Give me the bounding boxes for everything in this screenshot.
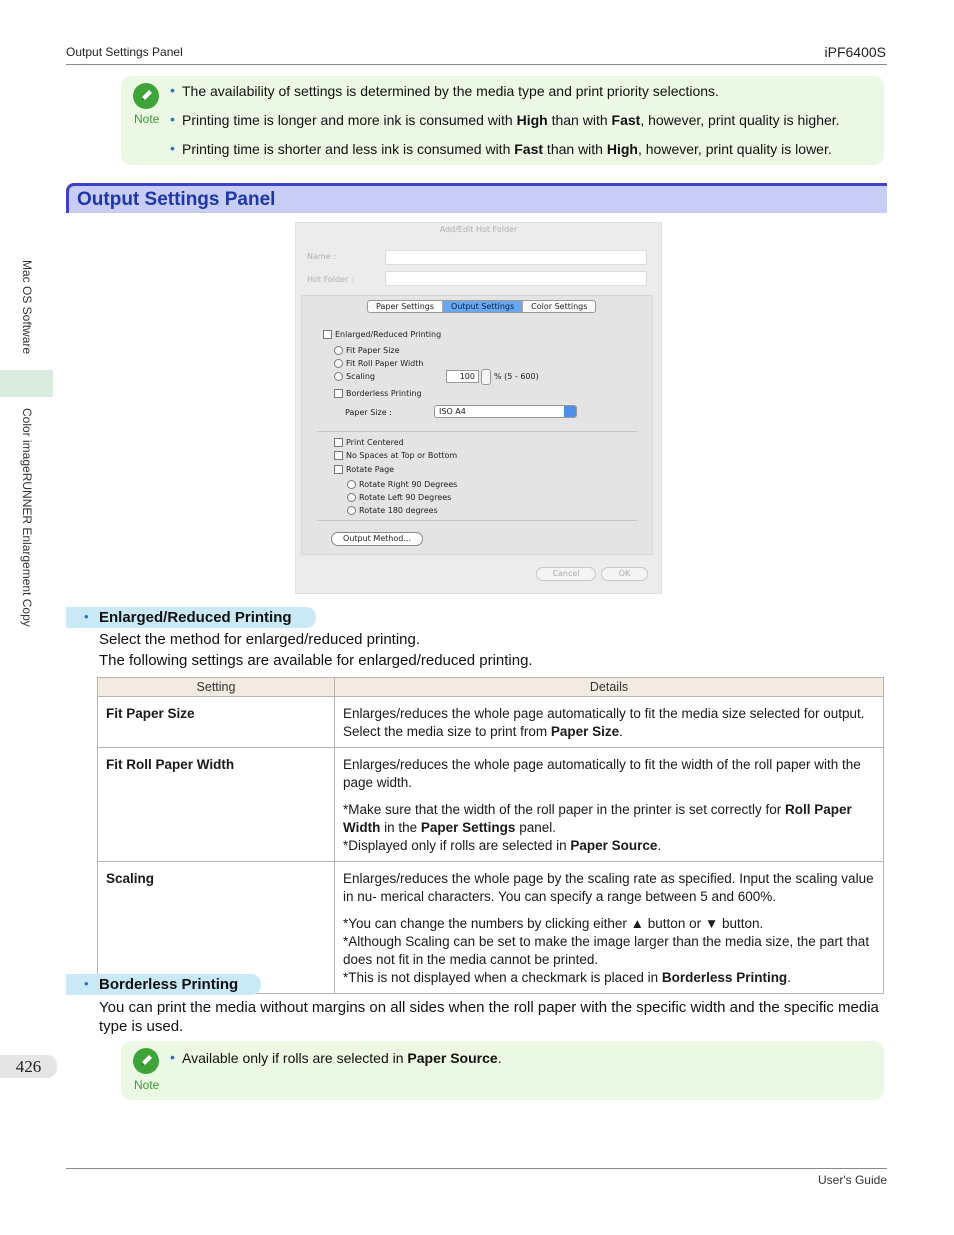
pencil-icon <box>133 83 159 109</box>
fit-paper-size-radio[interactable]: Fit Paper Size <box>334 346 400 355</box>
rotate-right-radio[interactable]: Rotate Right 90 Degrees <box>347 480 457 489</box>
bullet-icon: • <box>170 111 175 127</box>
side-tab-marker <box>0 370 53 397</box>
bullet-icon: • <box>84 976 89 991</box>
paper-size-label: Paper Size : <box>345 408 392 417</box>
setting-cell: Scaling <box>98 862 335 994</box>
note-item: Printing time is shorter and less ink is consumed with Fast than with High, however, print quality is lower. <box>182 141 832 157</box>
tab-paper-settings[interactable]: Paper Settings <box>368 301 443 312</box>
table-header-row <box>98 678 884 697</box>
output-method-button[interactable]: Output Method... <box>331 532 423 546</box>
header-rule <box>66 64 887 65</box>
rotate-180-radio[interactable]: Rotate 180 degrees <box>347 506 438 515</box>
details-paragraph: Enlarges/reduces the whole page automatically to fit the media size selected for output. Select the media size to print from Paper Size. <box>343 706 865 739</box>
setting-cell: Fit Paper Size <box>98 697 335 748</box>
scaling-radio[interactable]: Scaling <box>334 372 375 381</box>
select-arrows-icon <box>564 406 576 417</box>
side-section-mac-os: Mac OS Software <box>20 260 34 355</box>
details-paragraph: *You can change the numbers by clicking either ▲ button or ▼ button. *Although Scaling can be set to make the image larger than the media size, the part that does not fit in the media cannot be printed. *This is not displayed when a checkmark is placed in Borderless Printing. <box>343 916 870 985</box>
table-row <box>98 697 884 748</box>
tab-output-settings[interactable]: Output Settings <box>443 301 523 312</box>
name-label: Name : <box>307 252 336 261</box>
footer-rule <box>66 1168 887 1169</box>
no-spaces-checkbox[interactable]: No Spaces at Top or Bottom <box>334 451 457 460</box>
bullet-icon: • <box>84 609 89 624</box>
subheading-enlarged: Enlarged/Reduced Printing <box>99 609 292 626</box>
ok-button[interactable]: OK <box>601 567 648 581</box>
table-row <box>98 748 884 862</box>
note-item: The availability of settings is determined by the media type and print priority selections. <box>182 83 719 99</box>
scaling-stepper[interactable] <box>481 369 491 385</box>
page-number: 426 <box>0 1055 57 1078</box>
details-cell <box>335 697 884 748</box>
scaling-range: % (5 - 600) <box>494 372 539 381</box>
col-header-setting: Setting <box>98 678 335 697</box>
divider <box>317 431 637 432</box>
enlarged-intro: Select the method for enlarged/reduced printing. <box>99 631 421 648</box>
running-header-model: iPF6400S <box>824 44 886 60</box>
setting-cell: Fit Roll Paper Width <box>98 748 335 862</box>
paper-size-select[interactable]: ISO A4 <box>434 405 577 418</box>
cancel-button[interactable]: Cancel <box>536 567 596 581</box>
hot-folder-dialog <box>295 222 662 594</box>
name-field[interactable] <box>385 250 647 265</box>
details-cell <box>335 862 884 994</box>
tab-color-settings[interactable]: Color Settings <box>531 302 588 311</box>
footer-guide-name: User's Guide <box>818 1173 887 1187</box>
settings-tabs <box>367 300 596 313</box>
note-label: Note <box>134 112 160 126</box>
enlarged-intro-2: The following settings are available for enlarged/reduced printing. <box>99 652 533 669</box>
borderless-printing-checkbox[interactable]: Borderless Printing <box>334 389 422 398</box>
hot-folder-field[interactable] <box>385 271 647 286</box>
bullet-icon: • <box>170 82 175 98</box>
settings-table <box>97 677 884 994</box>
dialog-title: Add/Edit Hot Folder <box>439 225 518 234</box>
details-paragraph: *Make sure that the width of the roll paper in the printer is set correctly for Roll Paper Width in the Paper Settings panel. *Displayed only if rolls are selected in Paper Source. <box>343 802 852 853</box>
section-title: Output Settings Panel <box>77 189 276 210</box>
scaling-input[interactable]: 100 <box>446 370 479 383</box>
settings-panel <box>301 295 653 555</box>
borderless-description: You can print the media without margins on all sides when the roll paper with the specific width and the specific media type is used. <box>99 999 879 1035</box>
fit-roll-paper-width-radio[interactable]: Fit Roll Paper Width <box>334 359 423 368</box>
note-label: Note <box>134 1078 160 1092</box>
subheading-borderless: Borderless Printing <box>99 976 239 993</box>
bullet-icon: • <box>170 1049 175 1065</box>
print-centered-checkbox[interactable]: Print Centered <box>334 438 404 447</box>
hot-folder-label: Hot Folder : <box>307 275 354 284</box>
details-paragraph: Enlarges/reduces the whole page by the scaling rate as specified. Input the scaling value in nu- merical characters. You can specify a range between 5 and 600%. <box>343 871 874 904</box>
divider <box>317 520 637 521</box>
pencil-icon <box>133 1048 159 1074</box>
rotate-left-radio[interactable]: Rotate Left 90 Degrees <box>347 493 451 502</box>
rotate-page-checkbox[interactable]: Rotate Page <box>334 465 394 474</box>
note-item: Printing time is longer and more ink is consumed with High than with Fast, however, print quality is higher. <box>182 112 840 128</box>
details-cell <box>335 748 884 862</box>
running-header-title: Output Settings Panel <box>66 45 183 59</box>
note-item: Available only if rolls are selected in Paper Source. <box>182 1050 502 1066</box>
col-header-details: Details <box>335 678 884 697</box>
details-paragraph: Enlarges/reduces the whole page automatically to fit the width of the roll paper with the page width. <box>343 757 861 790</box>
enlarged-reduced-checkbox[interactable]: Enlarged/Reduced Printing <box>323 330 441 339</box>
bullet-icon: • <box>170 140 175 156</box>
side-section-enlargement-copy: Color imageRUNNER Enlargement Copy <box>20 408 34 627</box>
